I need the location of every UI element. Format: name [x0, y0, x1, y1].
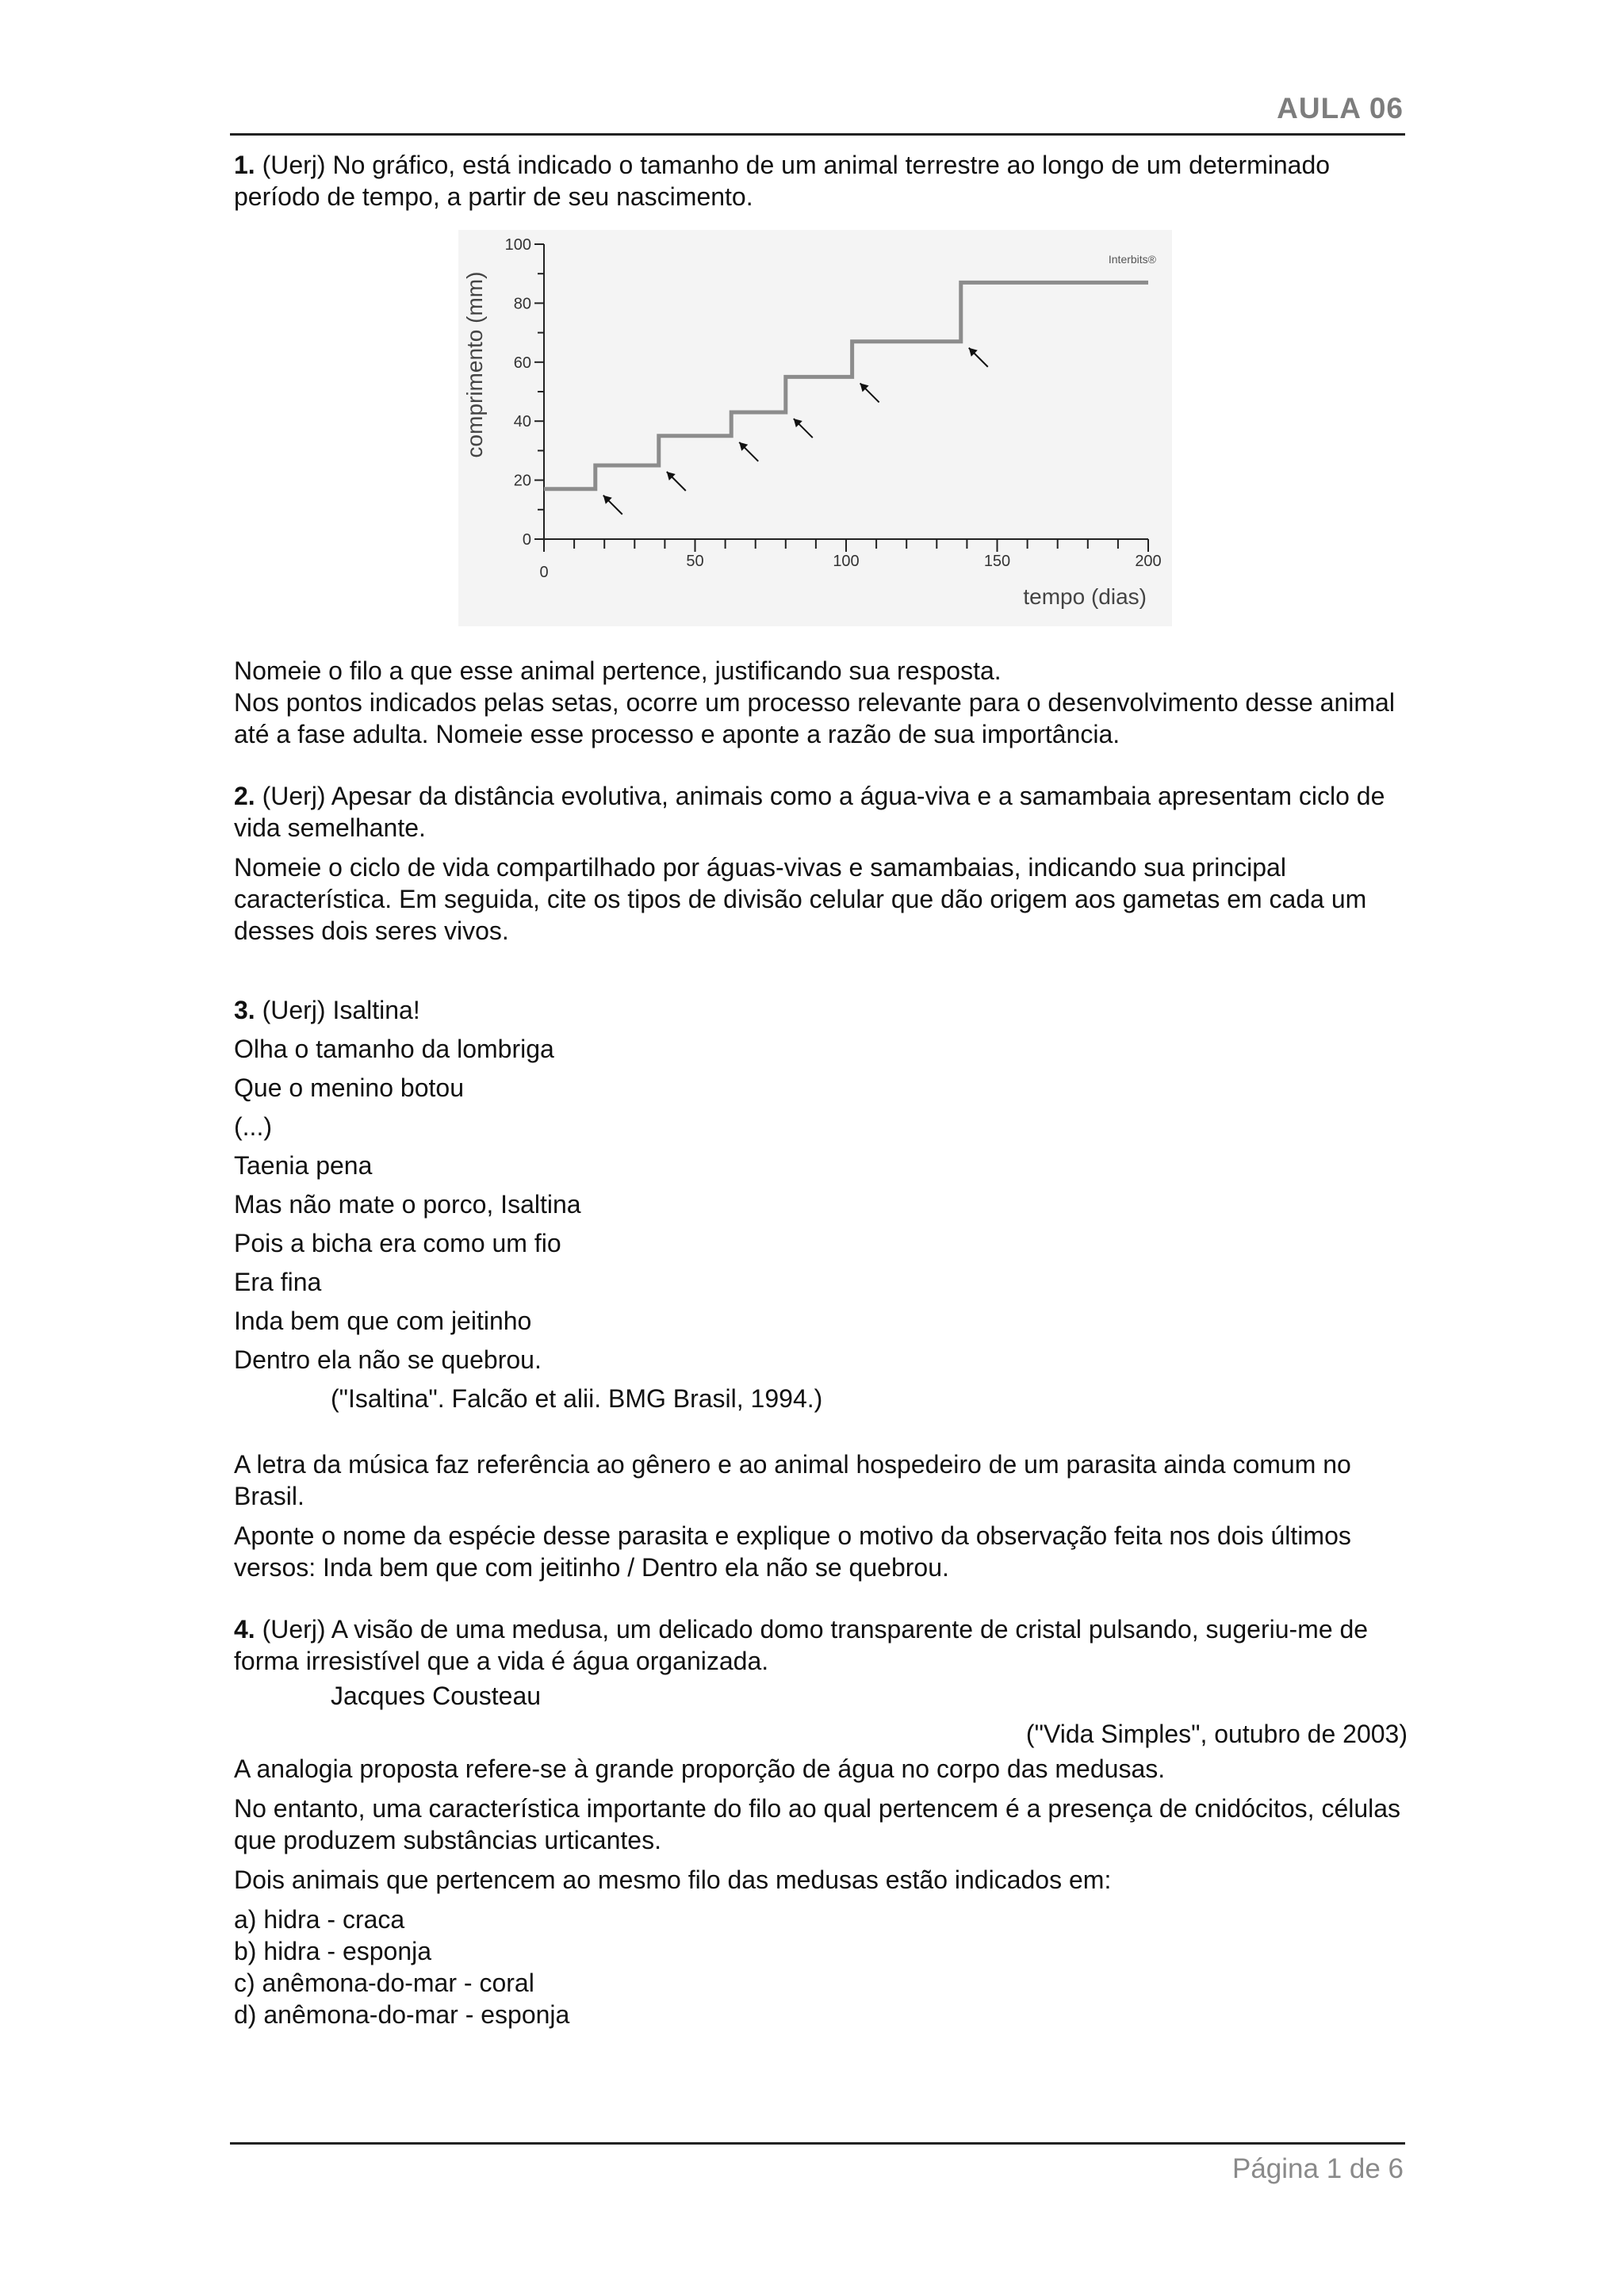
- poem-verse: Pois a bicha era como um fio: [234, 1229, 561, 1257]
- quote-author: Jacques Cousteau: [331, 1682, 542, 1710]
- question-1-paragraph-2: Nos pontos indicados pelas setas, ocorre um processo relevante para o desenvolvimento desse animal até a fase adulta. Nomeie esse processo e aponte a razão de sua importância.: [234, 688, 1395, 748]
- question-4-paragraph-3: Dois animais que pertencem ao mesmo filo das medusas estão indicados em:: [234, 1866, 1112, 1894]
- quote-source: ("Vida Simples", outubro de 2003): [1025, 1720, 1408, 1748]
- question-2-paragraph-1: Nomeie o ciclo de vida compartilhado por águas-vivas e samambaias, indicando sua principal característica. Em seguida, cite os tipos de divisão celular que dão origem aos gametas em cada um desses dois seres vivos.: [234, 853, 1367, 945]
- question-1-text: (Uerj) No gráfico, está indicado o tamanho de um animal terrestre ao longo de um determinado período de tempo, a partir de seu nascimento.: [234, 151, 1331, 211]
- page-footer: Página 1 de 6: [1231, 2153, 1404, 2184]
- page-content: [234, 149, 1408, 2030]
- page-header-title: AULA 06: [1277, 92, 1404, 124]
- chart-y-tick-label: 0: [522, 531, 531, 549]
- question-3-paragraph-1: A letra da música faz referência ao gênero e ao animal hospedeiro de um parasita ainda comum no Brasil.: [234, 1450, 1351, 1510]
- question-2-intro: [234, 780, 1408, 844]
- question-3-text: (Uerj) Isaltina!: [255, 996, 420, 1024]
- chart-y-axis-label: comprimento (mm): [462, 271, 487, 458]
- question-4-paragraph-2: No entanto, uma característica importante do filo ao qual pertencem é a presença de cnidócitos, células que produzem substâncias urticantes.: [234, 1794, 1401, 1854]
- growth-chart: [458, 230, 1172, 626]
- chart-y-tick-label: 60: [513, 354, 531, 372]
- chart-x-tick-label: 200: [1135, 553, 1162, 570]
- question-4-paragraph-1: A analogia proposta refere-se à grande proporção de água no corpo das medusas.: [234, 1755, 1166, 1783]
- poem-verse: Dentro ela não se quebrou.: [234, 1345, 542, 1374]
- poem-verse: Que o menino botou: [234, 1073, 464, 1102]
- chart-y-tick-label: 100: [504, 236, 531, 254]
- chart-x-tick-label: 100: [833, 553, 860, 570]
- poem-verse: Mas não mate o porco, Isaltina: [234, 1190, 581, 1219]
- question-4-text: (Uerj) A visão de uma medusa, um delicado domo transparente de cristal pulsando, sugeriu-me de forma irresistível que a vida é água organizada.: [234, 1615, 1369, 1675]
- question-3-intro: [234, 991, 1408, 1030]
- footer-rule: [230, 2142, 1405, 2145]
- question-3-paragraph-2: Aponte o nome da espécie desse parasita e explique o motivo da observação feita nos dois últimos versos: Inda bem que com jeitinho / Dentro ela não se quebrou.: [234, 1521, 1351, 1582]
- question-3-number: 3.: [234, 996, 255, 1024]
- answer-option-b[interactable]: b) hidra - esponja: [234, 1937, 432, 1965]
- answer-option-d[interactable]: d) anêmona-do-mar - esponja: [234, 2000, 570, 2029]
- header-rule: [230, 133, 1405, 136]
- poem-verse: Inda bem que com jeitinho: [234, 1307, 532, 1335]
- poem-verse: Era fina: [234, 1268, 322, 1296]
- question-3-poem: [234, 991, 1408, 1418]
- chart-x-axis-label: tempo (dias): [1023, 584, 1147, 609]
- question-4-number: 4.: [234, 1615, 255, 1644]
- chart-y-tick-label: 40: [513, 413, 531, 431]
- answer-option-a[interactable]: a) hidra - craca: [234, 1905, 405, 1934]
- poem-verse: Olha o tamanho da lombriga: [234, 1035, 554, 1063]
- chart-y-tick-label: 80: [513, 295, 531, 313]
- question-1-number: 1.: [234, 151, 255, 179]
- chart-x-tick-label: 150: [983, 553, 1011, 570]
- question-1-intro: [234, 149, 1408, 212]
- question-1-paragraph-1: Nomeie o filo a que esse animal pertence, justificando sua resposta.: [234, 656, 1002, 685]
- growth-chart-svg: [458, 230, 1172, 626]
- chart-watermark: Interbits®: [1108, 253, 1156, 266]
- chart-x-tick-label: 50: [686, 553, 704, 570]
- poem-source: ("Isaltina". Falcão et alii. BMG Brasil, 1994.): [331, 1384, 823, 1413]
- poem-verse: Taenia pena: [234, 1151, 373, 1180]
- answer-options: [234, 1904, 1408, 2030]
- answer-option-c[interactable]: c) anêmona-do-mar - coral: [234, 1969, 534, 1997]
- chart-x-tick-label: 0: [539, 564, 549, 581]
- question-4-intro: [234, 1613, 1408, 1677]
- chart-background: [458, 230, 1172, 626]
- question-2-text: (Uerj) Apesar da distância evolutiva, animais como a água-viva e a samambaia apresentam ciclo de vida semelhante.: [234, 782, 1385, 842]
- question-2-number: 2.: [234, 782, 255, 810]
- chart-y-tick-label: 20: [513, 472, 531, 490]
- poem-verse: (...): [234, 1112, 272, 1141]
